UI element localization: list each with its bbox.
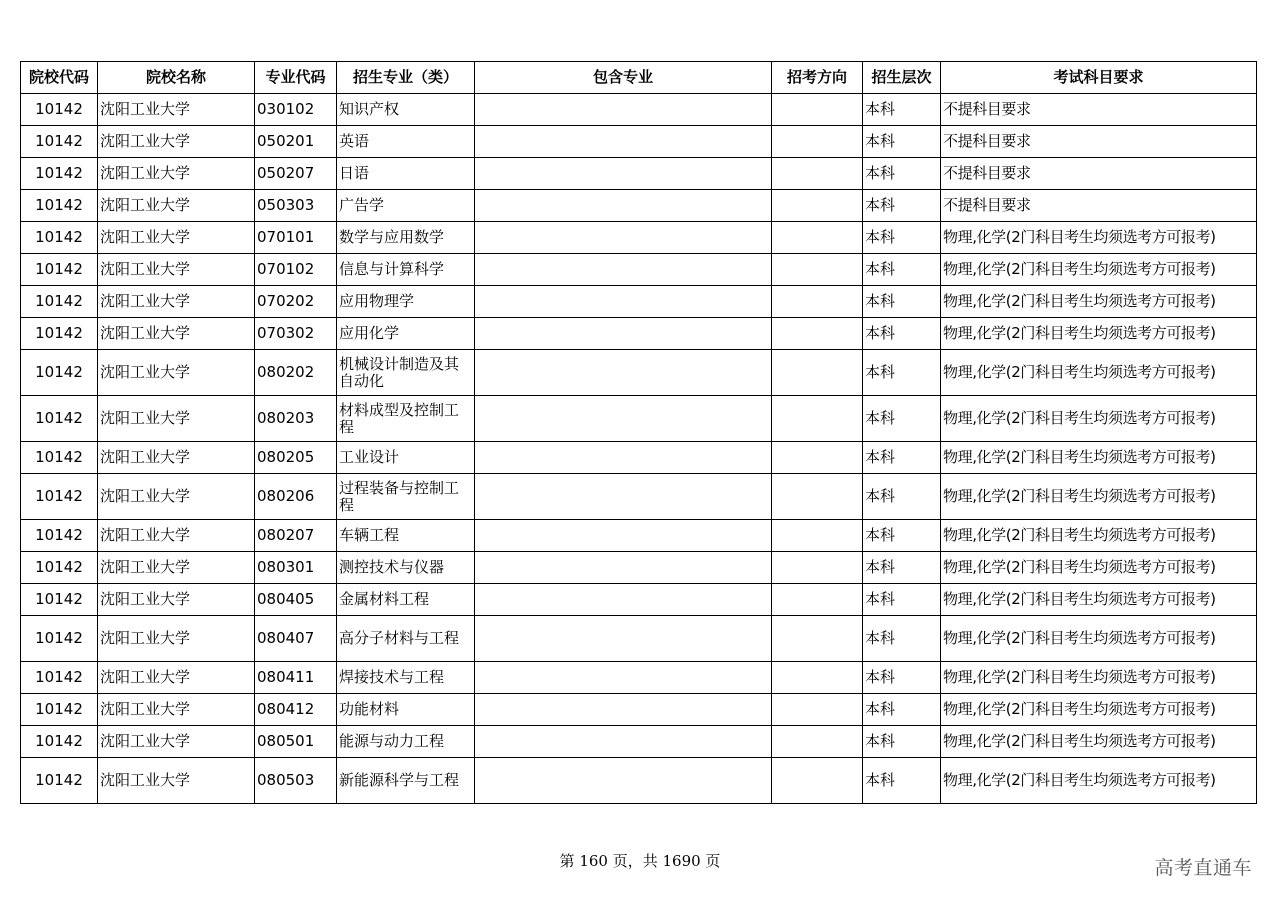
header-row xyxy=(21,62,1257,94)
cell-direction xyxy=(772,662,863,694)
cell-included xyxy=(475,726,772,758)
cell-requirement: 物理,化学(2门科目考生均须选考方可报考) xyxy=(941,758,1257,804)
page-number: 第 160 页，共 1690 页 xyxy=(559,852,721,870)
table-row xyxy=(21,222,1257,254)
cell-major-code: 030102 xyxy=(255,94,337,126)
cell-included xyxy=(475,474,772,520)
cell-school-name: 沈阳工业大学 xyxy=(98,254,255,286)
cell-school-code: 10142 xyxy=(21,222,98,254)
cell-school-name: 沈阳工业大学 xyxy=(98,318,255,350)
header-major: 招生专业（类） xyxy=(337,62,475,94)
cell-requirement: 物理,化学(2门科目考生均须选考方可报考) xyxy=(941,222,1257,254)
cell-included xyxy=(475,662,772,694)
header-included: 包含专业 xyxy=(475,62,772,94)
cell-major: 焊接技术与工程 xyxy=(337,662,475,694)
cell-major: 知识产权 xyxy=(337,94,475,126)
cell-level: 本科 xyxy=(863,584,941,616)
cell-school-code: 10142 xyxy=(21,616,98,662)
cell-direction xyxy=(772,94,863,126)
cell-requirement: 物理,化学(2门科目考生均须选考方可报考) xyxy=(941,350,1257,396)
cell-school-code: 10142 xyxy=(21,254,98,286)
cell-school-name: 沈阳工业大学 xyxy=(98,350,255,396)
cell-school-name: 沈阳工业大学 xyxy=(98,222,255,254)
table-row xyxy=(21,726,1257,758)
cell-school-name: 沈阳工业大学 xyxy=(98,190,255,222)
cell-school-code: 10142 xyxy=(21,726,98,758)
cell-school-code: 10142 xyxy=(21,520,98,552)
table-row xyxy=(21,318,1257,350)
cell-school-code: 10142 xyxy=(21,552,98,584)
header-direction: 招考方向 xyxy=(772,62,863,94)
header-school-code: 院校代码 xyxy=(21,62,98,94)
cell-school-code: 10142 xyxy=(21,442,98,474)
cell-major: 能源与动力工程 xyxy=(337,726,475,758)
cell-major: 新能源科学与工程 xyxy=(337,758,475,804)
cell-level: 本科 xyxy=(863,474,941,520)
cell-level: 本科 xyxy=(863,758,941,804)
cell-direction xyxy=(772,552,863,584)
table-row xyxy=(21,520,1257,552)
cell-major: 测控技术与仪器 xyxy=(337,552,475,584)
cell-level: 本科 xyxy=(863,442,941,474)
cell-direction xyxy=(772,584,863,616)
cell-major: 英语 xyxy=(337,126,475,158)
cell-included xyxy=(475,126,772,158)
cell-direction xyxy=(772,396,863,442)
cell-major-code: 070101 xyxy=(255,222,337,254)
cell-direction xyxy=(772,318,863,350)
table-row xyxy=(21,758,1257,804)
cell-level: 本科 xyxy=(863,126,941,158)
cell-included xyxy=(475,442,772,474)
cell-direction xyxy=(772,442,863,474)
cell-school-name: 沈阳工业大学 xyxy=(98,694,255,726)
table-row xyxy=(21,442,1257,474)
cell-major-code: 080301 xyxy=(255,552,337,584)
cell-requirement: 物理,化学(2门科目考生均须选考方可报考) xyxy=(941,442,1257,474)
cell-school-name: 沈阳工业大学 xyxy=(98,616,255,662)
cell-level: 本科 xyxy=(863,520,941,552)
cell-direction xyxy=(772,158,863,190)
cell-major: 过程装备与控制工程 xyxy=(337,474,475,520)
cell-direction xyxy=(772,350,863,396)
cell-included xyxy=(475,552,772,584)
cell-major-code: 080207 xyxy=(255,520,337,552)
cell-direction xyxy=(772,616,863,662)
cell-major-code: 080411 xyxy=(255,662,337,694)
table-row xyxy=(21,126,1257,158)
cell-major-code: 080202 xyxy=(255,350,337,396)
cell-major-code: 080412 xyxy=(255,694,337,726)
header-school-name: 院校名称 xyxy=(98,62,255,94)
cell-included xyxy=(475,584,772,616)
table-row xyxy=(21,694,1257,726)
cell-level: 本科 xyxy=(863,286,941,318)
cell-major-code: 080501 xyxy=(255,726,337,758)
cell-school-code: 10142 xyxy=(21,318,98,350)
cell-school-code: 10142 xyxy=(21,286,98,318)
cell-included xyxy=(475,222,772,254)
cell-major: 高分子材料与工程 xyxy=(337,616,475,662)
cell-school-name: 沈阳工业大学 xyxy=(98,94,255,126)
cell-requirement: 物理,化学(2门科目考生均须选考方可报考) xyxy=(941,254,1257,286)
cell-school-name: 沈阳工业大学 xyxy=(98,662,255,694)
cell-requirement: 物理,化学(2门科目考生均须选考方可报考) xyxy=(941,726,1257,758)
cell-school-name: 沈阳工业大学 xyxy=(98,442,255,474)
cell-school-code: 10142 xyxy=(21,396,98,442)
cell-major: 材料成型及控制工程 xyxy=(337,396,475,442)
header-requirement: 考试科目要求 xyxy=(941,62,1257,94)
cell-major-code: 050201 xyxy=(255,126,337,158)
cell-major-code: 080206 xyxy=(255,474,337,520)
table-row xyxy=(21,552,1257,584)
cell-school-code: 10142 xyxy=(21,350,98,396)
cell-included xyxy=(475,520,772,552)
cell-requirement: 不提科目要求 xyxy=(941,190,1257,222)
cell-direction xyxy=(772,190,863,222)
cell-included xyxy=(475,254,772,286)
cell-level: 本科 xyxy=(863,318,941,350)
cell-included xyxy=(475,616,772,662)
table-row xyxy=(21,662,1257,694)
cell-major-code: 080407 xyxy=(255,616,337,662)
cell-major-code: 050207 xyxy=(255,158,337,190)
cell-school-name: 沈阳工业大学 xyxy=(98,726,255,758)
cell-level: 本科 xyxy=(863,726,941,758)
cell-direction xyxy=(772,474,863,520)
header-major-code: 专业代码 xyxy=(255,62,337,94)
header-level: 招生层次 xyxy=(863,62,941,94)
cell-school-name: 沈阳工业大学 xyxy=(98,474,255,520)
table-row xyxy=(21,94,1257,126)
table-row xyxy=(21,474,1257,520)
watermark-logo-text: 高考直通车 xyxy=(1154,857,1252,879)
cell-requirement: 物理,化学(2门科目考生均须选考方可报考) xyxy=(941,662,1257,694)
cell-major-code: 080405 xyxy=(255,584,337,616)
cell-requirement: 物理,化学(2门科目考生均须选考方可报考) xyxy=(941,318,1257,350)
cell-major-code: 080205 xyxy=(255,442,337,474)
cell-school-name: 沈阳工业大学 xyxy=(98,584,255,616)
cell-direction xyxy=(772,694,863,726)
cell-school-code: 10142 xyxy=(21,694,98,726)
cell-major: 车辆工程 xyxy=(337,520,475,552)
cell-requirement: 不提科目要求 xyxy=(941,126,1257,158)
cell-requirement: 物理,化学(2门科目考生均须选考方可报考) xyxy=(941,286,1257,318)
cell-major-code: 050303 xyxy=(255,190,337,222)
cell-major: 金属材料工程 xyxy=(337,584,475,616)
table-row xyxy=(21,190,1257,222)
cell-requirement: 物理,化学(2门科目考生均须选考方可报考) xyxy=(941,694,1257,726)
cell-school-code: 10142 xyxy=(21,474,98,520)
cell-level: 本科 xyxy=(863,94,941,126)
cell-requirement: 物理,化学(2门科目考生均须选考方可报考) xyxy=(941,616,1257,662)
cell-school-name: 沈阳工业大学 xyxy=(98,158,255,190)
cell-major: 信息与计算科学 xyxy=(337,254,475,286)
cell-school-name: 沈阳工业大学 xyxy=(98,396,255,442)
table-row xyxy=(21,254,1257,286)
cell-major: 机械设计制造及其自动化 xyxy=(337,350,475,396)
cell-major: 功能材料 xyxy=(337,694,475,726)
cell-school-name: 沈阳工业大学 xyxy=(98,758,255,804)
cell-included xyxy=(475,758,772,804)
cell-requirement: 不提科目要求 xyxy=(941,94,1257,126)
cell-major-code: 070302 xyxy=(255,318,337,350)
cell-direction xyxy=(772,126,863,158)
cell-level: 本科 xyxy=(863,254,941,286)
cell-included xyxy=(475,158,772,190)
cell-level: 本科 xyxy=(863,616,941,662)
cell-major: 应用化学 xyxy=(337,318,475,350)
cell-major: 日语 xyxy=(337,158,475,190)
cell-major-code: 080203 xyxy=(255,396,337,442)
cell-school-code: 10142 xyxy=(21,190,98,222)
cell-major: 应用物理学 xyxy=(337,286,475,318)
cell-level: 本科 xyxy=(863,694,941,726)
cell-school-code: 10142 xyxy=(21,94,98,126)
table-row xyxy=(21,396,1257,442)
admission-table xyxy=(20,61,1257,804)
table-body xyxy=(21,94,1257,804)
cell-included xyxy=(475,694,772,726)
cell-level: 本科 xyxy=(863,396,941,442)
table-row xyxy=(21,158,1257,190)
cell-level: 本科 xyxy=(863,222,941,254)
cell-included xyxy=(475,350,772,396)
cell-school-code: 10142 xyxy=(21,158,98,190)
cell-major: 数学与应用数学 xyxy=(337,222,475,254)
cell-school-code: 10142 xyxy=(21,662,98,694)
cell-direction xyxy=(772,222,863,254)
cell-school-name: 沈阳工业大学 xyxy=(98,552,255,584)
cell-level: 本科 xyxy=(863,552,941,584)
cell-level: 本科 xyxy=(863,350,941,396)
cell-major: 工业设计 xyxy=(337,442,475,474)
cell-included xyxy=(475,396,772,442)
cell-school-name: 沈阳工业大学 xyxy=(98,286,255,318)
cell-school-name: 沈阳工业大学 xyxy=(98,126,255,158)
cell-direction xyxy=(772,286,863,318)
cell-major: 广告学 xyxy=(337,190,475,222)
cell-requirement: 物理,化学(2门科目考生均须选考方可报考) xyxy=(941,396,1257,442)
cell-requirement: 物理,化学(2门科目考生均须选考方可报考) xyxy=(941,520,1257,552)
cell-level: 本科 xyxy=(863,158,941,190)
cell-level: 本科 xyxy=(863,662,941,694)
cell-major-code: 070102 xyxy=(255,254,337,286)
cell-included xyxy=(475,318,772,350)
cell-requirement: 物理,化学(2门科目考生均须选考方可报考) xyxy=(941,552,1257,584)
cell-included xyxy=(475,286,772,318)
cell-school-code: 10142 xyxy=(21,126,98,158)
table-row xyxy=(21,584,1257,616)
table-row xyxy=(21,286,1257,318)
cell-school-code: 10142 xyxy=(21,584,98,616)
cell-included xyxy=(475,94,772,126)
table-row xyxy=(21,616,1257,662)
cell-major-code: 080503 xyxy=(255,758,337,804)
cell-requirement: 物理,化学(2门科目考生均须选考方可报考) xyxy=(941,474,1257,520)
table-row xyxy=(21,350,1257,396)
cell-direction xyxy=(772,254,863,286)
cell-school-name: 沈阳工业大学 xyxy=(98,520,255,552)
cell-included xyxy=(475,190,772,222)
cell-requirement: 物理,化学(2门科目考生均须选考方可报考) xyxy=(941,584,1257,616)
cell-school-code: 10142 xyxy=(21,758,98,804)
cell-direction xyxy=(772,726,863,758)
cell-direction xyxy=(772,520,863,552)
cell-direction xyxy=(772,758,863,804)
cell-major-code: 070202 xyxy=(255,286,337,318)
cell-level: 本科 xyxy=(863,190,941,222)
cell-requirement: 不提科目要求 xyxy=(941,158,1257,190)
